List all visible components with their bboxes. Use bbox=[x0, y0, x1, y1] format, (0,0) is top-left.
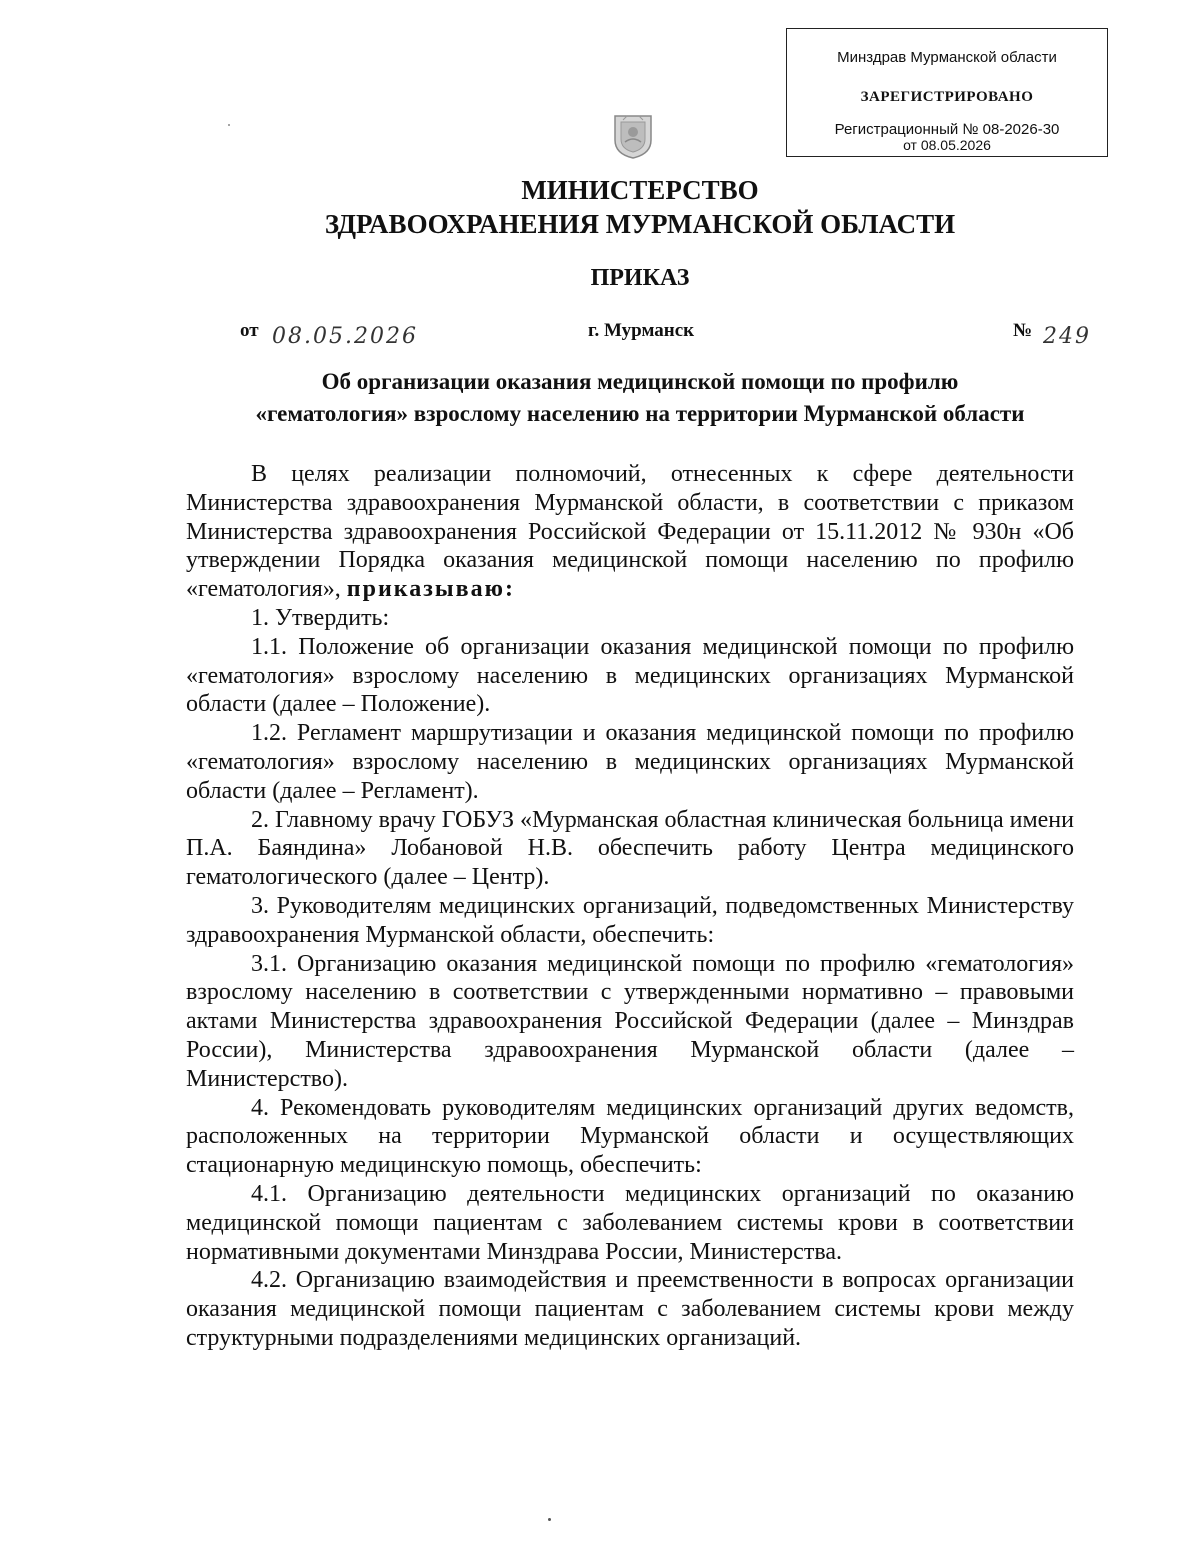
city-name: г. Мурманск bbox=[588, 320, 695, 341]
clause-2: 2. Главному врачу ГОБУЗ «Мурманская областная клиническая больница имени П.А. Баяндина» Лобановой Н.В. обеспечить работу Центра медицинского гематологического (далее – Центр). bbox=[186, 806, 1074, 891]
intro-emphasis: приказываю: bbox=[346, 576, 515, 603]
clause-4-2: 4.2. Организацию взаимодействия и преемственности в вопросах организации оказания медицинской помощи пациентам с заболеванием системы крови между структурными подразделениями медицинских организаций. bbox=[186, 1267, 1074, 1351]
scan-speck bbox=[548, 1518, 551, 1521]
intro-paragraph bbox=[186, 460, 1074, 604]
ministry-name-line2: ЗДРАВООХРАНЕНИЯ МУРМАНСКОЙ ОБЛАСТИ bbox=[324, 209, 956, 239]
order-subject bbox=[170, 366, 1110, 430]
clause-3: 3. Руководителям медицинских организаций, подведомственных Министерству здравоохранения Мурманской области, обеспечить: bbox=[186, 892, 1074, 948]
registration-number: Регистрационный № 08-2026-30 bbox=[834, 121, 1060, 138]
coat-of-arms-icon bbox=[612, 112, 654, 160]
order-subject-line2: «гематология» взрослому населению на территории Мурманской области bbox=[255, 401, 1025, 426]
handwritten-date: 08.05.2026 bbox=[272, 324, 418, 349]
handwritten-number: 249 bbox=[1043, 324, 1091, 349]
number-prefix: № bbox=[1013, 320, 1033, 341]
order-body bbox=[186, 460, 1074, 1353]
document-type: ПРИКАЗ bbox=[590, 265, 690, 291]
clause-3-1: 3.1. Организацию оказания медицинской помощи по профилю «гематология» взрослому населению в соответствии с утвержденными нормативно – правовыми актами Министерства здравоохранения Российской Федерации (далее – Минздрав России), Министерства здравоохранения Мурманской области (далее – Министерство). bbox=[186, 950, 1074, 1092]
registration-status: ЗАРЕГИСТРИРОВАНО bbox=[860, 89, 1034, 105]
registration-stamp bbox=[786, 28, 1108, 157]
clause-1-1: 1.1. Положение об организации оказания медицинской помощи по профилю «гематология» взрослому населению в медицинских организациях Мурманской области (далее – Положение). bbox=[186, 633, 1074, 718]
registration-organization: Минздрав Мурманской области bbox=[837, 49, 1057, 66]
registration-date: от 08.05.2026 bbox=[903, 137, 991, 153]
clause-1: 1. Утвердить: bbox=[251, 604, 390, 631]
order-subject-line1: Об организации оказания медицинской помощи по профилю bbox=[321, 369, 959, 394]
ministry-name-line1: МИНИСТЕРСТВО bbox=[521, 175, 759, 205]
date-prefix: от bbox=[240, 320, 259, 341]
scan-speck bbox=[228, 124, 230, 126]
intro-text: В целях реализации полномочий, отнесенных к сфере деятельности Министерства здравоохранения Мурманской области, в соответствии с приказом Министерства здравоохранения Российской Федерации от 15.11.2012 № 930н «Об утверждении Порядка оказания медицинской помощи населению по профилю «гематология», bbox=[186, 461, 1074, 603]
clause-4: 4. Рекомендовать руководителям медицинских организаций других ведомств, расположенных на территории Мурманской области и осуществляющих стационарную медицинскую помощь, обеспечить: bbox=[186, 1094, 1074, 1179]
clause-1-2: 1.2. Регламент маршрутизации и оказания медицинской помощи по профилю «гематология» взрослому населению в медицинских организациях Мурманской области (далее – Регламент). bbox=[186, 720, 1074, 804]
clause-4-1: 4.1. Организацию деятельности медицинских организаций по оказанию медицинской помощи пациентам с заболеванием системы крови в соответствии нормативными документами Минздрава России, Министерства. bbox=[186, 1180, 1074, 1265]
